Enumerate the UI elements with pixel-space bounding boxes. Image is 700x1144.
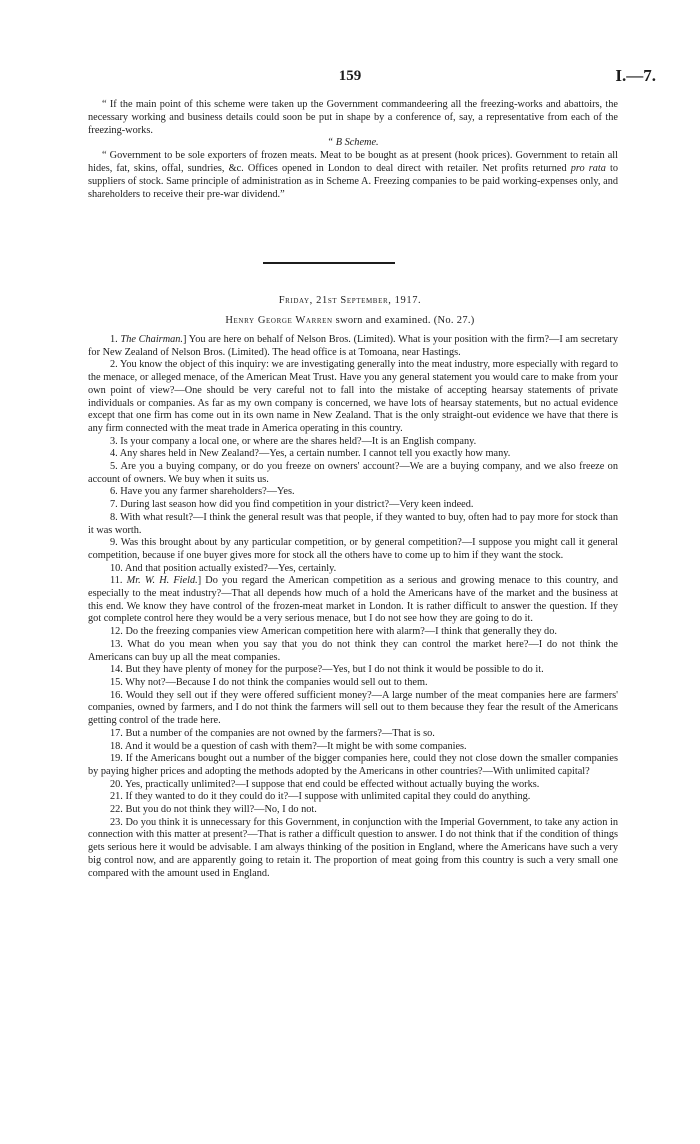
testimony-text: Any shares held in New Zealand?—Yes, a certain number. I cannot tell you exactly how many.: [119, 448, 511, 460]
testimony-text: With what result?—I think the general result was that people, if they wanted to buy, often had to pay more for stock than it was worth.: [88, 511, 618, 536]
witness-status: sworn and examined. (No. 27.): [332, 315, 475, 326]
question-number: 22.: [110, 804, 126, 816]
scheme-a-conclusion: “ If the main point of this scheme were taken up the Government commandeering all the freezing-works and abattoirs, the necessary working and business details could soon be put in shape by a conference of, say, a representative from each of the freezing-works.: [88, 99, 618, 136]
testimony-text: Is your company a local one, or where are the shares held?—It is an English company.: [120, 435, 477, 447]
page-number: 159: [338, 68, 362, 84]
question-number: 3.: [110, 435, 121, 447]
testimony-paragraph: [88, 499, 618, 512]
testimony-text: Was this brought about by any particular competition, or by general competition?—I suppose you might call it general competition, because if one buyer gives more for stock all the others have to come up to him if they want the stock.: [88, 537, 618, 561]
question-number: 21.: [110, 791, 126, 803]
question-number: 11.: [110, 575, 127, 587]
testimony-text: Yes, practically unlimited?—I suppose that end could be effected without actually buying the works.: [125, 778, 540, 790]
testimony-text: Why not?—Because I do not think the companies would sell out to them.: [125, 676, 428, 688]
section-divider: [263, 262, 395, 264]
question-number: 4.: [110, 448, 120, 460]
quoted-schemes: [88, 99, 618, 201]
question-number: 6.: [110, 486, 121, 498]
testimony-text: Would they sell out if they were offered sufficient money?—A large number of the meat companies here are farmers' companies, owned by farmers, and I do not think the farmers will sell out to them because they fear the result of the Americans getting control of the trade here.: [88, 689, 618, 727]
testimony-paragraph: [88, 575, 618, 626]
question-number: 10.: [110, 562, 125, 574]
testimony-paragraph: [88, 779, 618, 792]
question-number: 7.: [110, 499, 121, 511]
testimony-text: If the Americans bought out a number of the bigger companies here, could they not close down the smaller companies by paying higher prices and adopting the methods adopted by the Americans in other countries?—With unlimited capital?: [88, 753, 618, 777]
question-number: 2.: [110, 359, 120, 371]
testimony-text: Do you think it is unnecessary for this Government, in conjunction with the Imperial Government, to take any action in connection with this matter at present?—That is rather a difficult question to answer. I do not think that if the condition of things gets serious here it would be advisable. I am always thinking of the position in England, where the Americans have such a very big control now, and are apparently going to retain it. The proportion of meat going from this country is such a very small one compared with the amount used in England.: [88, 816, 618, 879]
testimony-paragraph: [88, 817, 618, 881]
question-number: 19.: [110, 753, 126, 765]
testimony-paragraph: [88, 728, 618, 741]
page-reference: I.—7.: [615, 66, 656, 85]
testimony-paragraph: [88, 690, 618, 728]
question-number: 14.: [110, 664, 126, 676]
question-number: 20.: [110, 778, 126, 790]
testimony-text: But you do not think they will?—No, I do not.: [125, 804, 317, 816]
question-number: 1.: [110, 334, 121, 345]
testimony-paragraph: [88, 537, 618, 562]
question-number: 5.: [110, 461, 121, 473]
speaker-name: The Chairman.: [120, 334, 184, 345]
testimony-paragraph: [88, 677, 618, 690]
testimony-text: You know the object of this inquiry: we are investigating generally into the meat industry, more especially with regard to the menace, or alleged menace, of the American Meat Trust. Have you any general statement you would care to make from your own point of view?—One should be very careful not to fall into the mistake of accepting hearsay statements of private individuals or companies. As far as my own company is concerned, we have lots of hearsay statements, but no actual evidence except that one firm has come out in its own name in New Zealand. That is the only straight-out evidence we have that there is any firm connected with the meat trade in America operating in this country.: [88, 359, 618, 434]
testimony: [88, 334, 618, 880]
testimony-text: If they wanted to do it they could do it?—I suppose with unlimited capital they could do anything.: [125, 791, 531, 803]
testimony-paragraph: [88, 626, 618, 639]
question-number: 12.: [110, 626, 126, 638]
question-number: 15.: [110, 676, 126, 688]
question-number: 18.: [110, 740, 125, 752]
testimony-text: But they have plenty of money for the purpose?—Yes, but I do not think it would be possible to do it.: [125, 664, 544, 676]
question-number: 9.: [110, 537, 121, 549]
testimony-text: But a number of the companies are not owned by the farmers?—That is so.: [125, 727, 435, 739]
testimony-paragraph: [88, 436, 618, 449]
testimony-paragraph: [88, 461, 618, 486]
testimony-paragraph: [88, 753, 618, 778]
testimony-text: And it would be a question of cash with them?—It might be with some companies.: [124, 740, 467, 752]
testimony-paragraph: [88, 791, 618, 804]
testimony-paragraph: [88, 486, 618, 499]
testimony-paragraph: [88, 512, 618, 537]
question-number: 8.: [110, 511, 121, 523]
testimony-paragraph: [88, 448, 618, 461]
testimony-text: ] You are here on behalf of Nelson Bros. (Limited). What is your position with the firm?—I am secretary for New Zealand of Nelson Bros. (Limited). The head office is at Tomoana, near Hastings.: [88, 334, 618, 358]
scheme-b-text: “ Government to be sole exporters of frozen meats. Meat to be bought as at present (hook prices). Government to retain all hides, fat, skins, offal, sundries, &c. Offices opened in London to deal direct with retailer. Net profits returned pro rata to suppliers of stock. Same principle of administration as in Scheme A. Freezing companies to be paid working-expenses only, and shareholders to receive their pre-war dividend.”: [88, 150, 618, 200]
testimony-text: Do the freezing companies view American competition here with alarm?—I think that generally they do.: [125, 626, 557, 638]
testimony-paragraph: [88, 563, 618, 576]
witness-heading: [0, 315, 700, 326]
testimony-paragraph: [88, 664, 618, 677]
testimony-text: And that position actually existed?—Yes, certainly.: [124, 562, 337, 574]
testimony-paragraph: [88, 334, 618, 359]
witness-name: Henry George Warren: [225, 315, 333, 326]
testimony-paragraph: [88, 741, 618, 754]
question-number: 23.: [110, 816, 126, 828]
speaker-name: Mr. W. H. Field.: [126, 575, 198, 587]
testimony-text: Are you a buying company, or do you freeze on owners' account?—We are a buying company, and we also freeze on account of owners. We buy when it suits us.: [88, 461, 618, 485]
question-number: 17.: [110, 727, 126, 739]
question-number: 16.: [110, 689, 126, 701]
testimony-paragraph: [88, 359, 618, 435]
testimony-paragraph: [88, 804, 618, 817]
testimony-text: Have you any farmer shareholders?—Yes.: [120, 486, 295, 498]
scheme-b-heading: “ B Scheme.: [327, 137, 379, 149]
testimony-text: ] Do you regard the American competition as a serious and growing menace to this country, and especially to the meat industry?—That all depends how much of a hold the Americans have of the market and the business at this end. We know they have control of the frozen-meat market in London. It is rather difficult to answer the question. If they got complete control here they would be a very serious menace, but I do not see how they are going to do it.: [88, 575, 618, 625]
testimony-paragraph: [88, 639, 618, 664]
question-number: 13.: [110, 638, 128, 650]
testimony-text: During last season how did you find competition in your district?—Very keen indeed.: [120, 499, 474, 511]
session-date: Friday, 21st September, 1917.: [278, 295, 422, 306]
testimony-text: What do you mean when you say that you do not think they can control the market here?—I do not think the Americans can buy up all the meat companies.: [88, 638, 618, 663]
